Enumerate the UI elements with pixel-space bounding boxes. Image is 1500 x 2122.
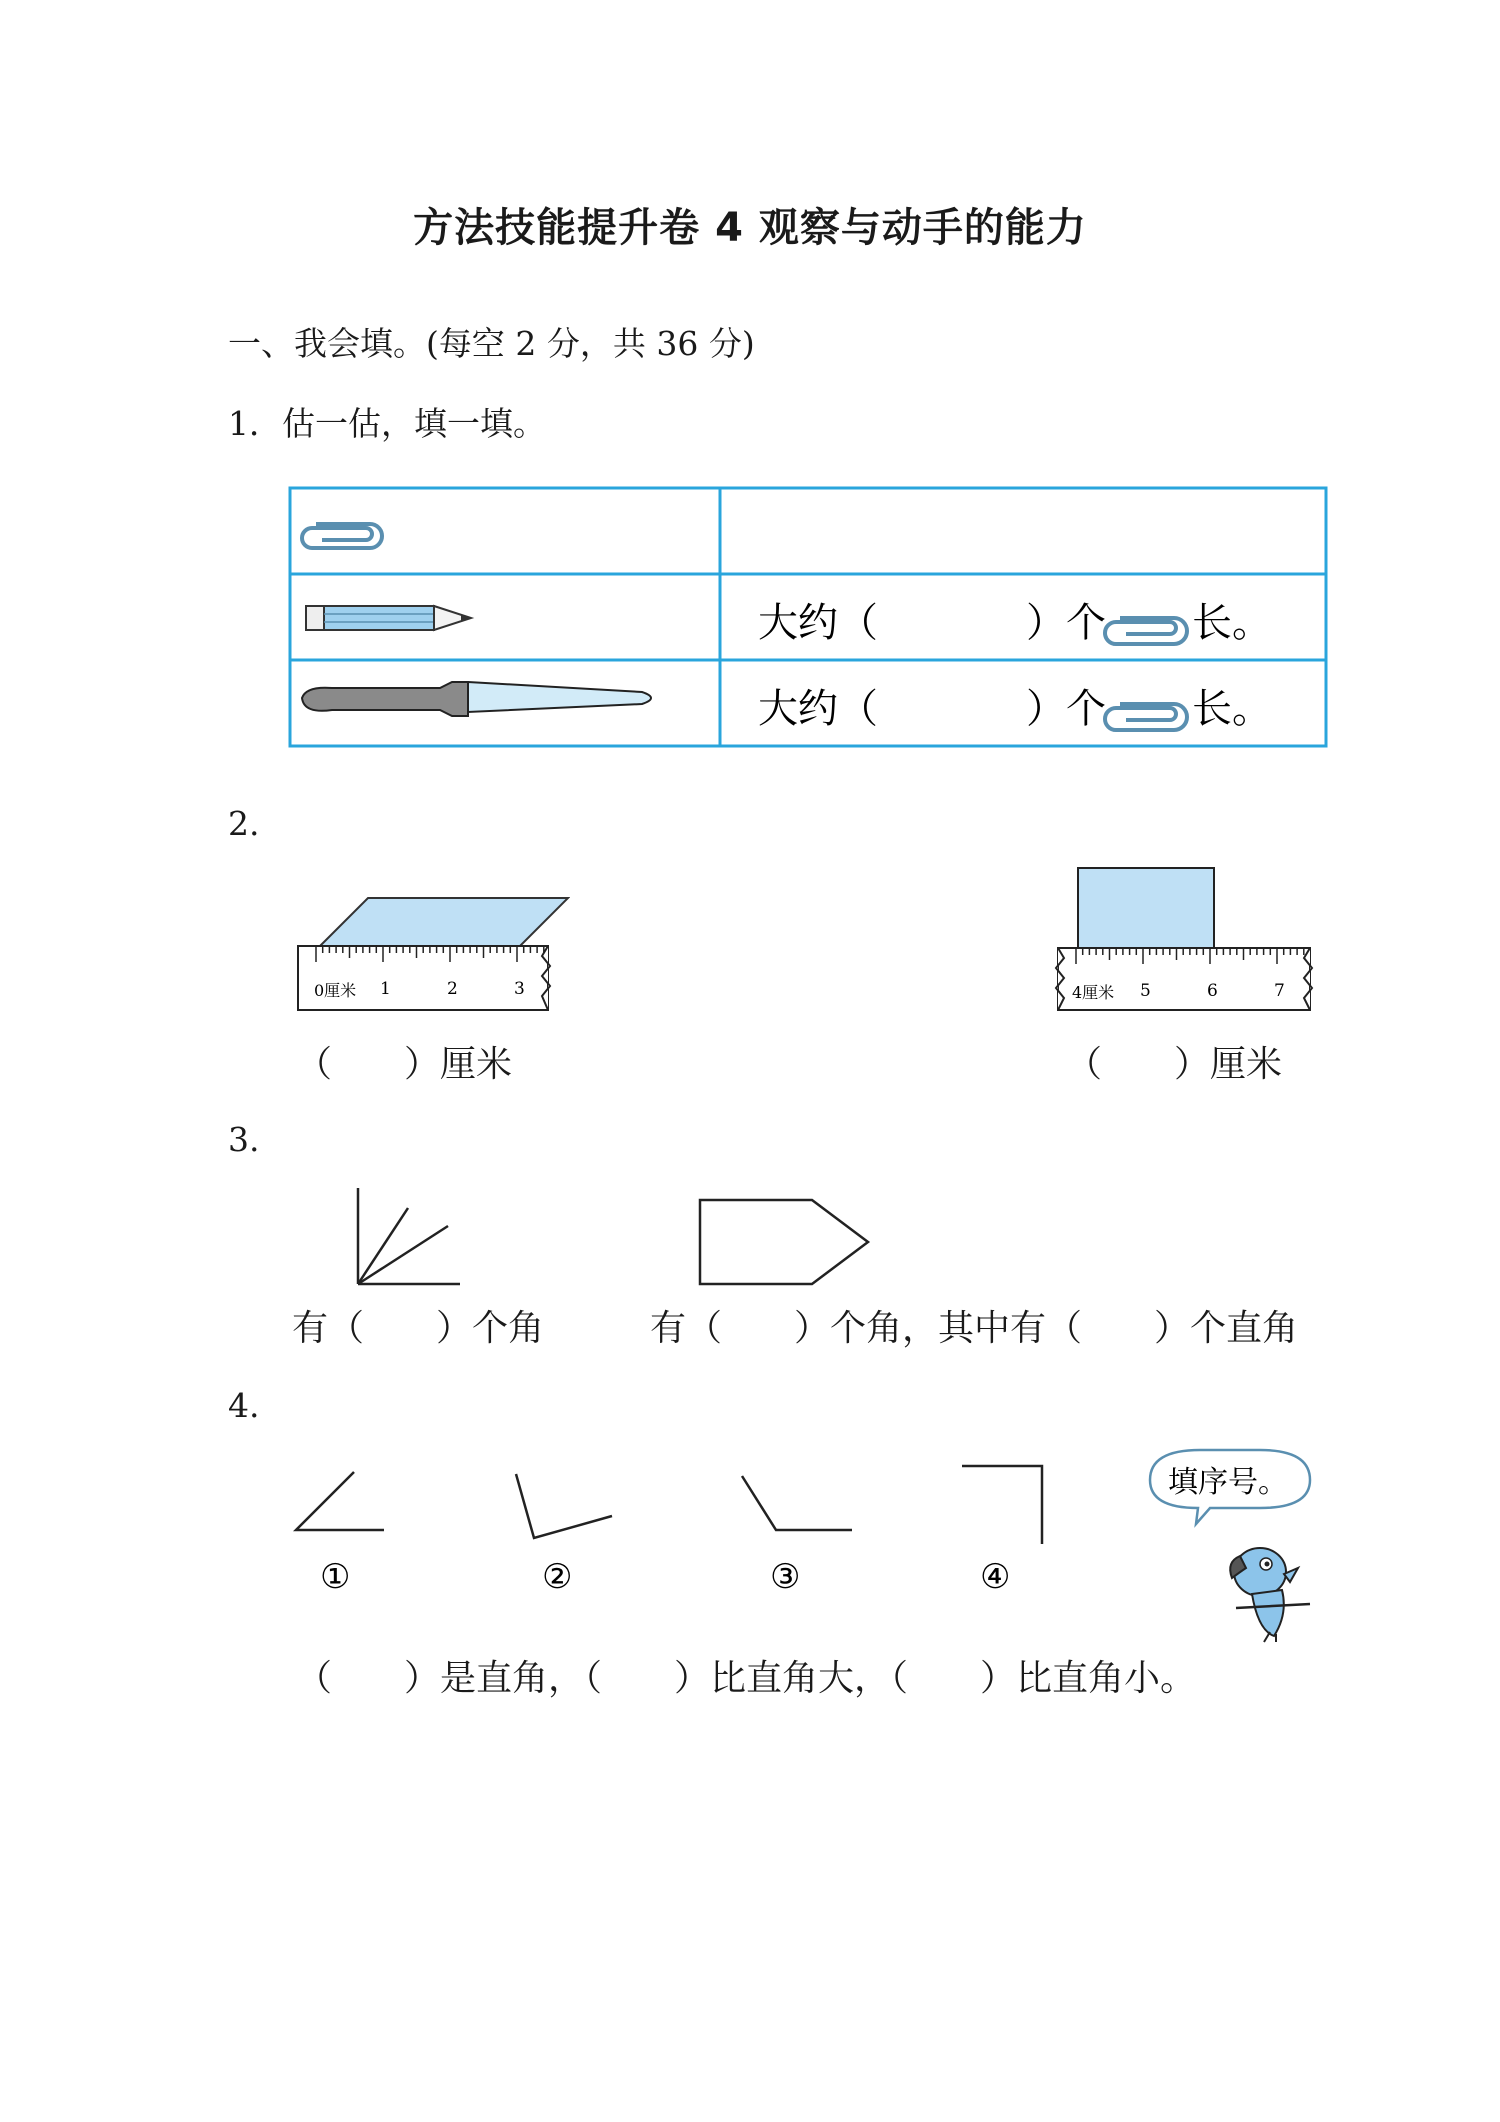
paperclip-icon <box>1105 704 1187 730</box>
ruler1-tick-1: 1 <box>380 979 391 999</box>
ruler1-tick-2: 2 <box>447 979 458 999</box>
angles-figure <box>290 1460 1070 1600</box>
question-1-label: 1．估一估，填一填。 <box>228 404 546 443</box>
pentagon-angle-text: 有（ ）个角，其中有（ ）个直角 <box>650 1308 1299 1349</box>
row3-suffix: ）个 <box>1026 686 1106 732</box>
row2-tail: 长。 <box>1192 600 1272 646</box>
ruler1-tick-3: 3 <box>514 979 525 999</box>
pentagon-figure <box>696 1196 876 1288</box>
mark-2: ② <box>542 1557 573 1597</box>
parrot-icon <box>1230 1548 1310 1642</box>
ruler1-unit: 0厘米 <box>314 981 357 1000</box>
ruler2-tick-5: 5 <box>1140 981 1151 1001</box>
ruler1-answer: （ ）厘米 <box>296 1044 513 1085</box>
ruler2-unit: 4厘米 <box>1072 983 1115 1002</box>
row3-tail: 长。 <box>1192 686 1272 732</box>
ruler2-tick-6: 6 <box>1207 981 1218 1001</box>
pencil-icon <box>306 606 471 630</box>
mark-1: ① <box>320 1557 351 1597</box>
row2-suffix: ）个 <box>1026 600 1106 646</box>
page-title: 方法技能提升卷 4 观察与动手的能力 <box>413 205 1087 251</box>
angle-answer-text: （ ）是直角，（ ）比直角大，（ ）比直角小。 <box>296 1658 1197 1699</box>
parrot-mascot <box>1140 1444 1340 1644</box>
paperclip-icon <box>302 524 382 548</box>
question-3-label: 3. <box>228 1120 260 1159</box>
knife-icon <box>302 682 651 716</box>
paperclip-icon <box>1105 618 1187 644</box>
ruler-figure-1 <box>290 890 570 1020</box>
question-4-label: 4. <box>228 1386 260 1425</box>
ruler-figure-2 <box>1050 862 1320 1022</box>
bubble-text: 填序号。 <box>1168 1465 1288 1500</box>
row3-prefix: 大约（ <box>758 686 878 732</box>
section-heading: 一、我会填。(每空 2 分，共 36 分) <box>228 324 755 363</box>
estimate-table <box>288 486 1328 750</box>
ruler2-tick-7: 7 <box>1274 981 1285 1001</box>
angle-count-text: 有（ ）个角 <box>292 1308 545 1349</box>
question-2-label: 2. <box>228 804 260 843</box>
mark-4: ④ <box>980 1557 1011 1597</box>
mark-3: ③ <box>770 1557 801 1597</box>
row2-prefix: 大约（ <box>758 600 878 646</box>
angle-rays-figure <box>352 1186 462 1290</box>
ruler2-answer: （ ）厘米 <box>1066 1044 1283 1085</box>
